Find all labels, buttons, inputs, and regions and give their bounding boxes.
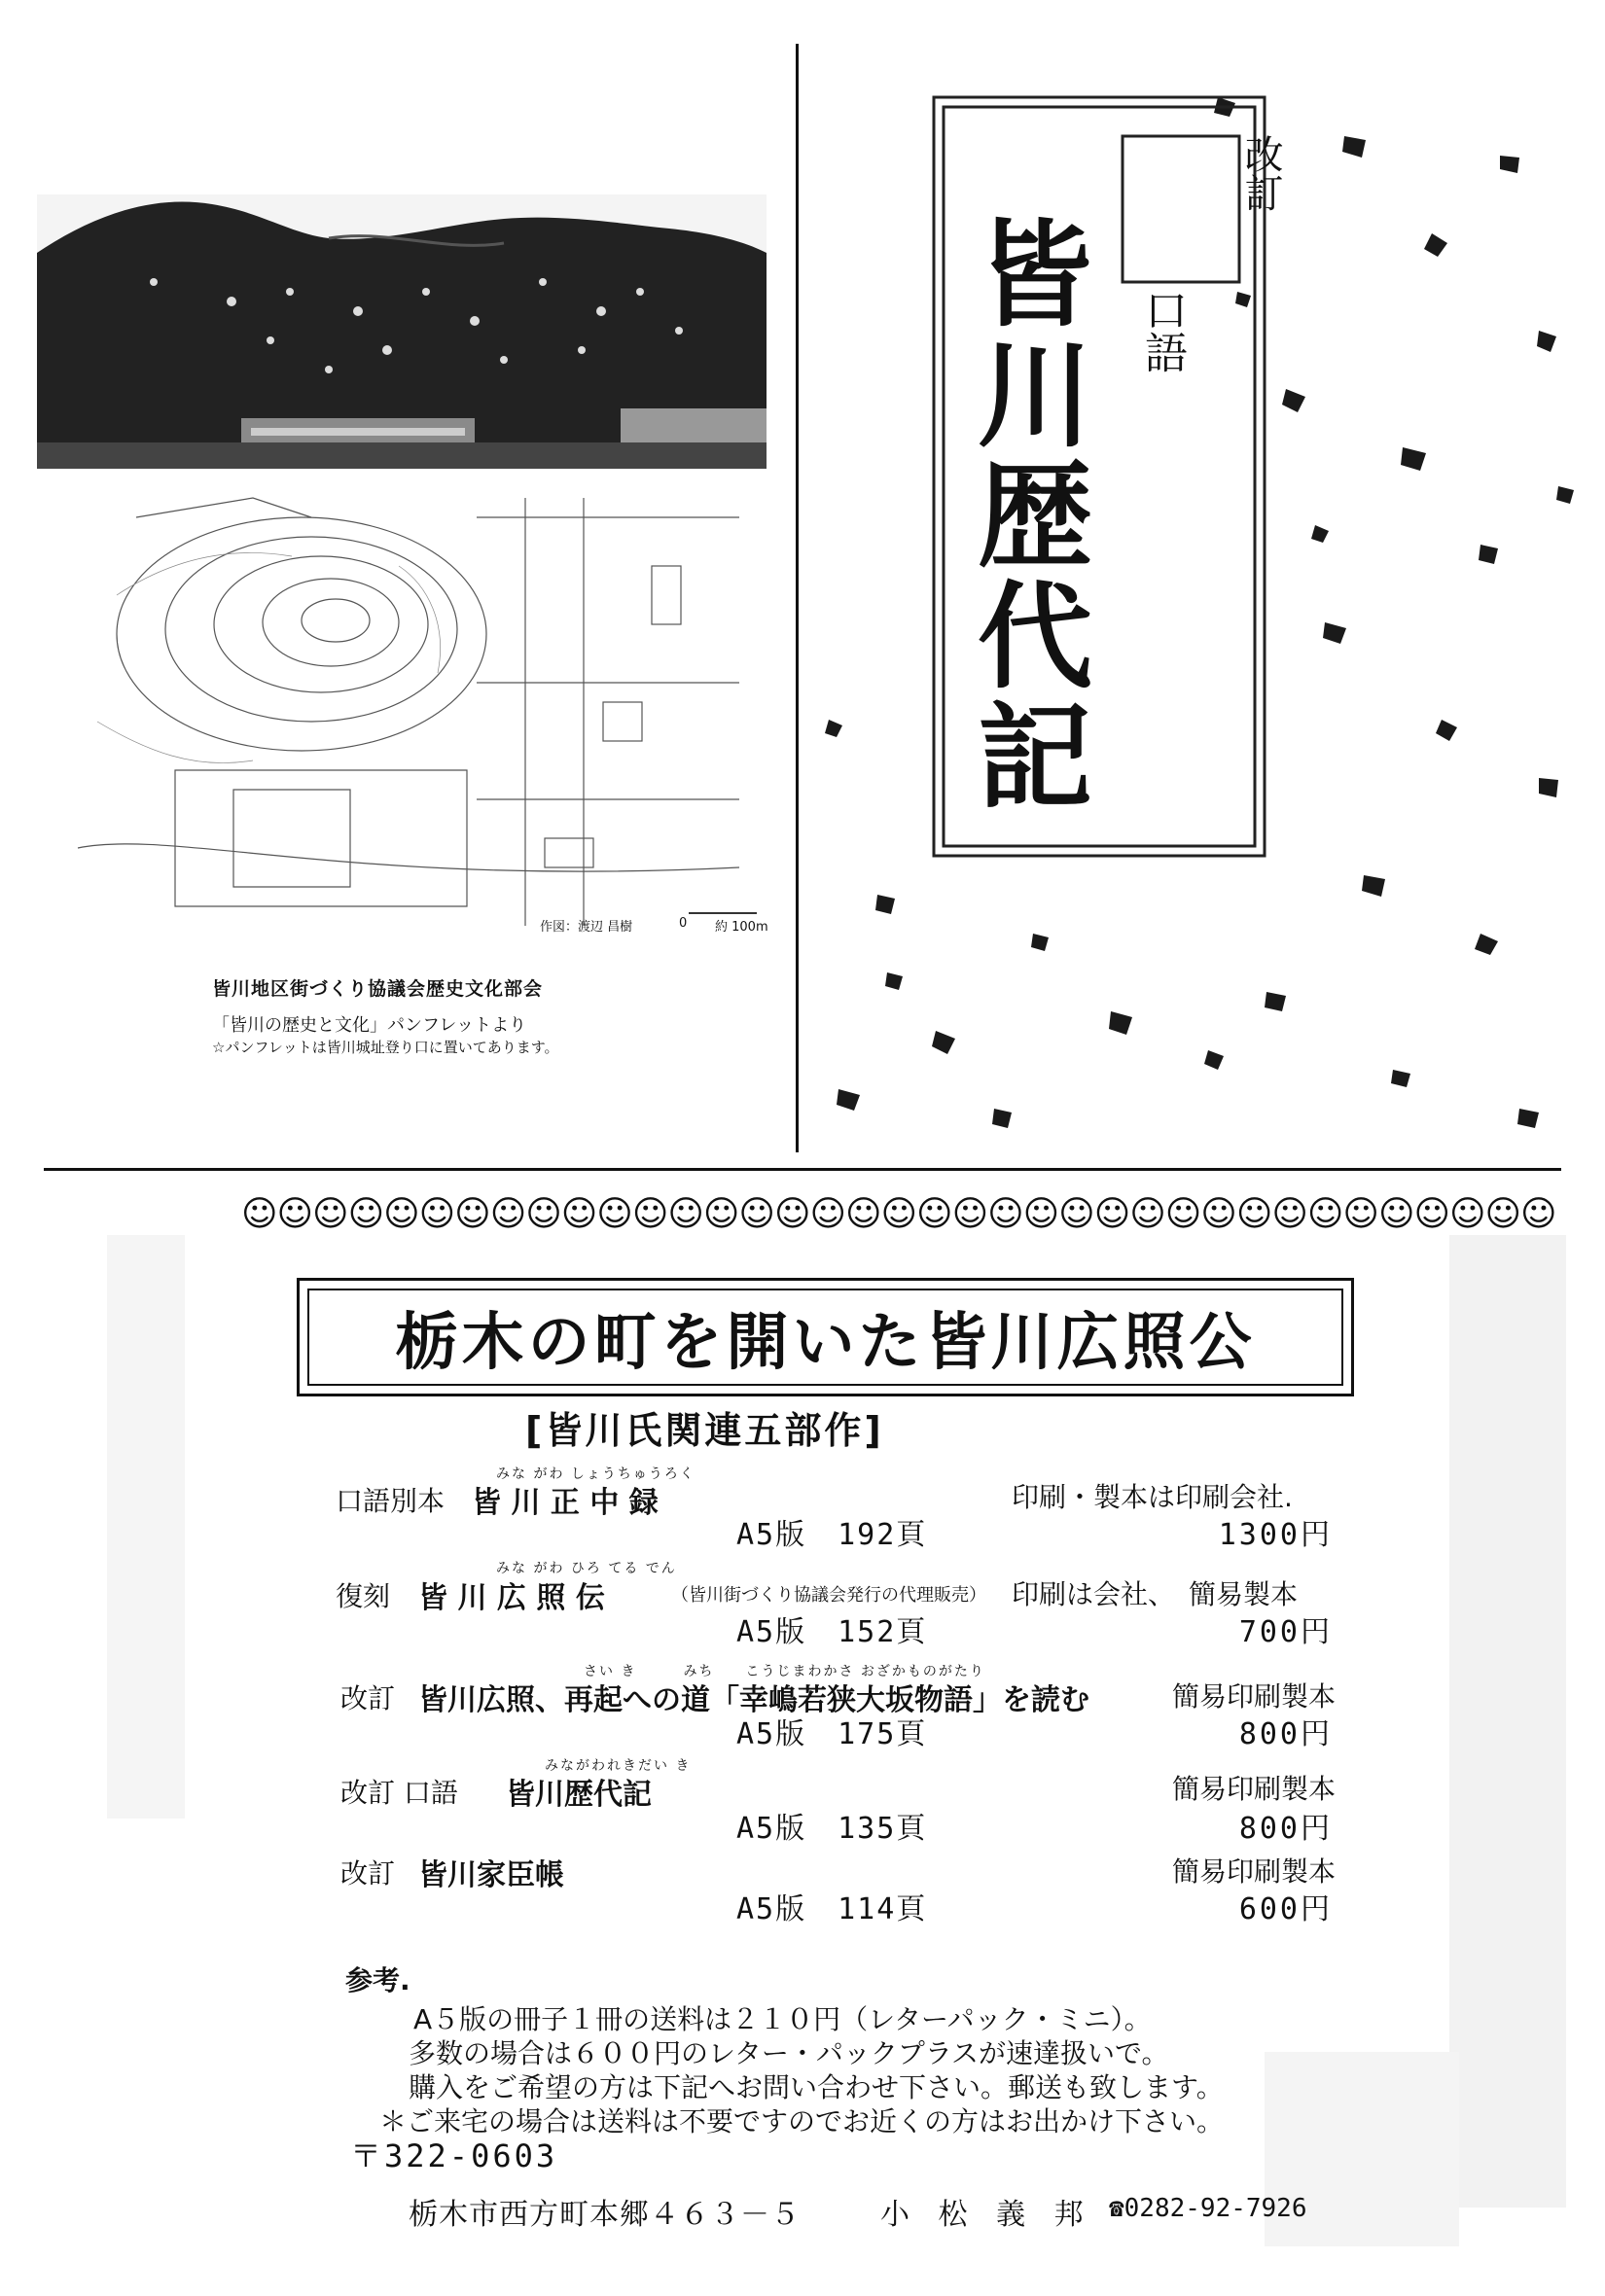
notes-line: ＊ご来宅の場合は送料は不要ですのでお近くの方はお出かけ下さい。	[379, 2105, 1225, 2137]
main-title-box	[297, 1278, 1354, 1396]
book-title: 皆川歴代記	[506, 1778, 652, 1812]
phone-number: ☎0282-92-7926	[1109, 2194, 1307, 2223]
main-title: 栃木の町を開いた皆川広照公	[395, 1307, 1256, 1379]
book-spec: A5版 114頁	[736, 1892, 928, 1926]
book-spec: A5版 175頁	[736, 1717, 928, 1751]
map-credit: 作図：渡辺 昌樹	[540, 920, 633, 935]
book-label: 改訂	[340, 1857, 396, 1890]
cover-kougo-label: 口語	[1137, 288, 1187, 373]
book-print-method: 簡易印刷製本	[1172, 1773, 1337, 1805]
address: 栃木市西方町本郷４６３－５	[409, 2198, 801, 2232]
smiley-border: ☺☺☺☺☺☺☺☺☺☺☺☺☺☺☺☺☺☺☺☺☺☺☺☺☺☺☺☺☺☺☺☺☺☺☺☺☺	[241, 1194, 1556, 1234]
book-print-method: 簡易印刷製本	[1172, 1680, 1337, 1713]
book-price: 700円	[1238, 1615, 1333, 1649]
book-price: 1300円	[1218, 1518, 1333, 1552]
notes-heading: 参考.	[345, 1964, 410, 1996]
book-ruby: みな がわ しょうちゅうろく	[496, 1466, 696, 1482]
book-price: 800円	[1238, 1812, 1333, 1846]
book-ruby: さい き みち こうじまわかさ おざかものがたり	[584, 1664, 985, 1679]
book-note: （皆川街づくり協議会発行の代理販売）	[671, 1585, 986, 1606]
vertical-divider	[796, 44, 799, 1152]
postal-code: 〒322-0603	[350, 2137, 558, 2174]
book-spec: A5版 135頁	[736, 1812, 928, 1846]
book-price: 600円	[1238, 1892, 1333, 1926]
book-title: 皆川広照、再起への道「幸嶋若狭大坂物語」を読む	[418, 1683, 1089, 1717]
cover-revised-text: 改訂	[1238, 134, 1283, 212]
cover-title: 皆川歴代記	[958, 214, 1093, 817]
cover-revised-label	[1235, 134, 1337, 225]
book-title: 皆川家臣帳	[418, 1858, 564, 1892]
book-price: 800円	[1238, 1717, 1333, 1751]
notes-line: 多数の場合は６００円のレター・パックプラスが速達扱いで。	[409, 2037, 1169, 2069]
book-label: 改訂	[340, 1682, 396, 1714]
book-label: 口語別本	[336, 1485, 446, 1517]
book-label: 改訂 口語	[340, 1777, 458, 1809]
castle-area-map	[58, 478, 759, 936]
society-caption: 皆川地区街づくり協議会歴史文化部会	[212, 978, 544, 1000]
horizontal-divider	[44, 1168, 1561, 1171]
book-print-method: 印刷・製本は印刷会社.	[1012, 1481, 1293, 1513]
map-scale-start: 0	[679, 916, 688, 931]
book-print-method: 印刷は会社、 簡易製本	[1012, 1578, 1299, 1610]
source-caption: 「皆川の歴史と文化」パンフレットより	[212, 1015, 527, 1036]
book-cover-image	[800, 39, 1597, 1157]
book-ruby: みながわれきだい き	[545, 1758, 692, 1774]
author-name: 小 松 義 邦	[880, 2198, 1093, 2232]
map-scale-end: 約 100m	[715, 920, 768, 935]
main-title-frame	[307, 1289, 1343, 1386]
series-heading: [皆川氏関連五部作]	[525, 1409, 884, 1452]
book-spec: A5版 192頁	[736, 1518, 928, 1552]
book-label: 復刻	[336, 1580, 391, 1612]
notes-line: A５版の冊子１冊の送料は２１０円（レターパック・ミニ）。	[413, 2003, 1152, 2035]
book-print-method: 簡易印刷製本	[1172, 1855, 1337, 1888]
book-title: 皆 川 正 中 録	[472, 1486, 659, 1520]
book-spec: A5版 152頁	[736, 1615, 928, 1649]
pamphlet-note: ☆パンフレットは皆川城址登り口に置いてあります。	[212, 1039, 559, 1056]
castle-hill-photo	[37, 194, 767, 469]
map-scale-bar	[689, 912, 757, 914]
book-ruby: みな がわ ひろ てる でん	[496, 1561, 677, 1576]
book-title: 皆 川 広 照 伝	[418, 1581, 605, 1615]
notes-line: 購入をご希望の方は下記へお問い合わせ下さい。郵送も致します。	[409, 2071, 1224, 2103]
